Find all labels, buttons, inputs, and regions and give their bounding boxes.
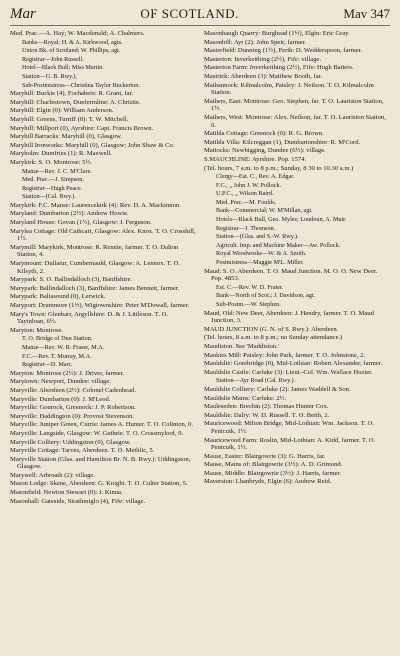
gazetteer-entry: Mauricewood: Milton Bridge, Mid-Lothian: Wm. Jackson. T. O. Penicuik, 1½. (204, 420, 374, 435)
gazetteer-entry: Masterfield: Dunning (1½), Perth: D. Wedderspoon, farmer. (204, 47, 363, 55)
gazetteer-entry: Maverston: Lhanbryde, Elgin (6): Andrew Reid. (204, 478, 332, 486)
gazetteer-entry: Marypark: Ballindalloch (3), Banffshire: James Bennett, farmer. (10, 284, 180, 292)
gazetteer-entry: Postmistress—Maggie M'L. Miller. (216, 259, 304, 267)
gazetteer-entry: Maryville: Aberdeen (2½): Colonel Cadenhead. (10, 386, 136, 394)
gazetteer-entry: Maryville: Haddington (0): Provost Stevenson. (10, 412, 134, 420)
gazetteer-entry: Registrar—J. Thomson. (216, 224, 276, 232)
gazetteer-entry: Maryton: Montrose (2½): J. Driver, farmer. (10, 369, 125, 377)
gazetteer-entry: Matilda Cottage: Greenock (0): R. G. Brown. (204, 130, 324, 138)
gazetteer-entry: F.C., „ John J. W. Pollock. (216, 181, 281, 189)
gazetteer-entry: Mauldslie Colliery: Carluke (2): James Waddell & Son. (204, 385, 351, 393)
gazetteer-entry: Maryhill: Millport (0), Ayrshire: Capt. Francis Brown. (10, 124, 154, 132)
gazetteer-entry: Maukies Mill: Paisley: John Park, farmer. T. O. Johnstone, 2. (204, 351, 366, 359)
gazetteer-entry: Masonfield: Newton Stewart (0): J. Kinna. (10, 489, 123, 497)
gazetteer-entry: Maryhill: Charlestown, Dunfermline: A. Christie. (10, 98, 141, 106)
gazetteer-entry: Maryhill Ironworks: Maryhill (0), Glasgow: John Shaw & Co. (10, 141, 175, 149)
gazetteer-entry: Station—(Cal. Rwy.). (22, 193, 76, 201)
gazetteer-entry: Marywell: Arbroath (2): village. (10, 471, 95, 479)
gazetteer-entry: Maryport: Drummore (1½), Wigtownshire: Peter M'Dowall, farmer. (10, 302, 190, 309)
gazetteer-entry: Maryland House: Govan (1½), Glasgow: J. Ferguson. (10, 219, 152, 227)
gazetteer-entry: Maud: S. O. Aberdeen. T. O. Maud Junction. M. O. O. New Deer. Pop. 4853. (204, 267, 378, 283)
gazetteer-entry: Masonhaugh Quarry: Burghead (1½), Elgin: Eric Gray. (204, 30, 350, 37)
running-head-center: OF SCOTLAND. (140, 6, 239, 21)
gazetteer-entry: Sub-Postm.—W. Stephen. (216, 301, 281, 308)
gazetteer-entry: Est. C.—Rev. W. D. Frater. (216, 283, 284, 291)
gazetteer-entry: Marylea Cottage: Old Cathcart, Glasgow: Alex. Knox. T. O. Crosshill, 1½. (10, 227, 196, 243)
gazetteer-entry: Bank—Commercial; W. M'Millan, agt. (216, 207, 313, 215)
gazetteer-entry: Med. Prac.—A. Hay; W. Macdonald; A. Chalmers. (10, 30, 145, 37)
gazetteer-entry: U.P.C., „ Wilson Baird. (216, 190, 274, 198)
running-head-right: Mav 347 (343, 6, 390, 21)
gazetteer-entry: Maryville Colliery: Uddingston (0), Glasgow. (10, 438, 131, 446)
gazetteer-entry: Clergy—Est. C., Rev. A. Edgar. (216, 173, 295, 181)
gazetteer-entry: Masterton: Inverkeithing (2½), Fife: village. (204, 55, 322, 63)
gazetteer-entry: Registrar—John Russell. (22, 55, 84, 63)
gazetteer-entry: Sub-Postmistress—Christina Taylor Buckerton. (22, 81, 140, 89)
page-header (10, 6, 390, 24)
gazetteer-entry: Union Bk. of Scotland; W. Phillips, agt. (22, 47, 121, 55)
gazetteer-entry: Marykirk: F.C. Manse: Laurencekirk (4): Rev. D. A. Mackinnon. (10, 201, 181, 209)
gazetteer-entry: (Tel. hours, 8 a.m. to 8 p.m.; no Sunday attendance.) (204, 334, 343, 342)
gazetteer-entry: Mathers, East: Montrose: Geo. Stephen, far. T. O. Lauriston Station, 1½. (204, 97, 384, 113)
gazetteer-entry: MAUD JUNCTION (G. N. of S. Rwy.): Aberdeen. (204, 325, 339, 333)
gazetteer-entry: Med. Prac.—M. Foulds. (216, 198, 277, 206)
gazetteer-entry: Maryville: Juniper Green, Currie: James A. Hunter. T. O. Colinton, 0. (10, 421, 194, 429)
gazetteer-entry: Marymill: Marykirk, Montrose: R. Rennie, farmer. T. O. Dalton Station, 4. (10, 243, 179, 259)
right-column (204, 30, 390, 506)
gazetteer-entry: Royal Woodworks—W. & A. Smith. (216, 250, 307, 258)
gazetteer-entry: T. O. Bridge of Dun Station. (22, 335, 93, 343)
gazetteer-entry: Agricult. Imp. and Machine Maker—Aw. Pollock. (216, 241, 341, 249)
gazetteer-entry: (Tel. hours, 7 a.m. to 8 p.m.; Sunday, 8 30 to 10.30 a.m.) (204, 164, 354, 172)
gazetteer-entry: Maryville: Gourock, Greenock: J. P. Robertson. (10, 404, 136, 412)
left-column (10, 30, 196, 506)
gazetteer-entry: Mason Lodge: Skene, Aberdeen: G. Knight. T. O. Culter Station, 5. (10, 480, 188, 488)
gazetteer-entry: Registrar—D. Marr. (22, 361, 73, 369)
gazetteer-entry: Manse—Rev. J. C. M'Clure. (22, 167, 92, 175)
gazetteer-entry: Mauldslie Mains: Carluke: 2½. (204, 394, 287, 402)
header-rule (10, 25, 390, 26)
gazetteer-entry: Marymount: Dullatur, Cumbernauld, Glasgow: A. Lennox. T. O. Kilsyth, 2. (10, 260, 180, 275)
gazetteer-entry: Maryville Cottage: Tarves, Aberdeen. T. O. Methlic, 5. (10, 447, 155, 455)
gazetteer-entry: Maudiston. See 'Maddiston.' (204, 342, 279, 350)
gazetteer-entry: Marytown: Newport, Dundee: village. (10, 378, 111, 386)
gazetteer-entry: Maryville: Langside, Glasgow: W. Guthrie. T. O. Crossmyloof, 0. (10, 429, 184, 437)
gazetteer-entry: Mauldslie: Gorebridge (0), Mid-Lothian: Robert Alexander, farmer. (204, 360, 383, 368)
gazetteer-entry: Matilda Villa: Kilcreggan (1), Dumbartonshire: R. M'Cord. (204, 138, 361, 146)
gazetteer-entry: S.MAUCHLINE: Ayrshire. Pop. 1574. (204, 155, 307, 163)
gazetteer-entry: Mauricewood Farm: Roslin, Mid-Lothian: A. Kidd, farmer. T. O. Penicuik, 1½. (204, 436, 376, 452)
gazetteer-entry: Maryhill: Greens, Turriff (0): T. W. Mitchell. (10, 115, 129, 123)
gazetteer-entry: F.C.—Rev. T. Murray, M.A. (22, 352, 92, 360)
running-head-left: Mar (10, 6, 36, 22)
gazetteer-entry: Masterton Farm: Inverkeithing (2½), Fife: Hugh Batters. (204, 64, 354, 72)
gazetteer-entry: Masonhill: Ayr (2): John Speir, farmer. (204, 38, 307, 46)
gazetteer-entry: Station—G. B. Rwy.), (22, 72, 77, 80)
gazetteer-entry: Mathannock: Kilmalcolm, Paisley: J. Neilson. T. O. Kilmalcolm Station. (204, 81, 374, 97)
gazetteer-entry: Mauldslie Castle: Carluke (3): Lieut.-Col. Wm. Wallace Hozier. (204, 368, 373, 376)
gazetteer-entry: Banks—Royal; H. & A. Kirkwood, agts. (22, 38, 123, 46)
gazetteer-entry: Hotels—Black Bull, Geo. Myles; Loudoun, A. Muir. (216, 216, 347, 224)
gazetteer-entry: Masonhall: Gateside, Strathmiglo (4), Fife: village. (10, 497, 146, 505)
gazetteer-entry: Maryholm: Dumfries (1): R. Maxwell. (10, 150, 112, 158)
gazetteer-entry: Med. Prac.—J. Simpson. (22, 176, 84, 184)
two-column-body (10, 30, 390, 506)
gazetteer-entry: Maryville: Dumbarton (0): J. M'Leod. (10, 395, 111, 403)
gazetteer-entry: Bank—North of Scot.; J. Davidson, agt. (216, 292, 316, 300)
gazetteer-entry: Mathers, West: Montrose: Alex. Neilson, far. T. O. Lauriston Station, 0. (204, 113, 386, 129)
gazetteer-entry: Maryland: Dumbarton (2½): Andrew Howie. (10, 210, 129, 218)
gazetteer-entry: Maryhill Barracks: Maryhill (0), Glasgow. (10, 133, 123, 141)
gazetteer-entry: Manse—Rev. W. R. Fraser, M.A. (22, 343, 105, 351)
gazetteer-entry: Registrar—Hugh Peace. (22, 184, 83, 192)
gazetteer-entry: Mause, Easter: Blairgowrie (3): G. Harris, far. (204, 452, 326, 460)
gazetteer-entry: Maryhill: Elgin (0): William Anderson. (10, 107, 114, 115)
gazetteer-entry: Marykirk: S. O. Montrose: 5½. (10, 158, 93, 166)
gazetteer-entry: Mastrick: Aberdeen (3): Matthew Booth, far. (204, 72, 323, 80)
gazetteer-entry: Maryville Station (Glas. and Hamilton Br. N. B. Rwy.): Uddingston, Glasgow. (10, 455, 191, 471)
gazetteer-entry: Maryton: Montrose. (10, 326, 64, 334)
gazetteer-entry: Mauldslie: Dalry: W. D. Russell. T. O. Beith, 2. (204, 411, 330, 419)
gazetteer-entry: Maud, Old: New Deer, Aberdeen: J. Hendry, farmer. T. O. Maud Junction, 3. (204, 309, 374, 325)
gazetteer-entry: Hotel—Black Bull; Miss Martin. (22, 64, 104, 72)
gazetteer-entry: Maryhill: Buckie (4), Fochabers: R. Grant, far. (10, 90, 134, 98)
gazetteer-entry: Mattocks: Newbigging, Dundee (6½): village. (204, 147, 326, 155)
gazetteer-entry: Mause, Middle: Blairgowrie (3½): J. Harris, farmer. (204, 469, 342, 477)
gazetteer-entry: Mauleseden: Brechin (2): Thomas Hunter Cox. (204, 403, 329, 411)
gazetteer-entry: Marypark: Baltasound (0), Lerwick. (10, 293, 106, 301)
gazetteer-entry: Mary's Town: Glenbarr, Argyllshire: D. & J. Littleson. T. O. Tayinloan, 6½. (10, 310, 169, 326)
gazetteer-entry: Station—(Glas. and S.-W. Rwy.). (216, 233, 299, 241)
gazetteer-entry: Station—Ayr Road (Cal. Rwy.). (216, 377, 296, 385)
gazetteer-entry: Mause, Mains of: Blairgowrie (3½): A. D. Grimond. (204, 461, 343, 469)
gazetteer-entry: Marypark: S. O. Ballindalloch (3), Banffshire. (10, 276, 133, 284)
